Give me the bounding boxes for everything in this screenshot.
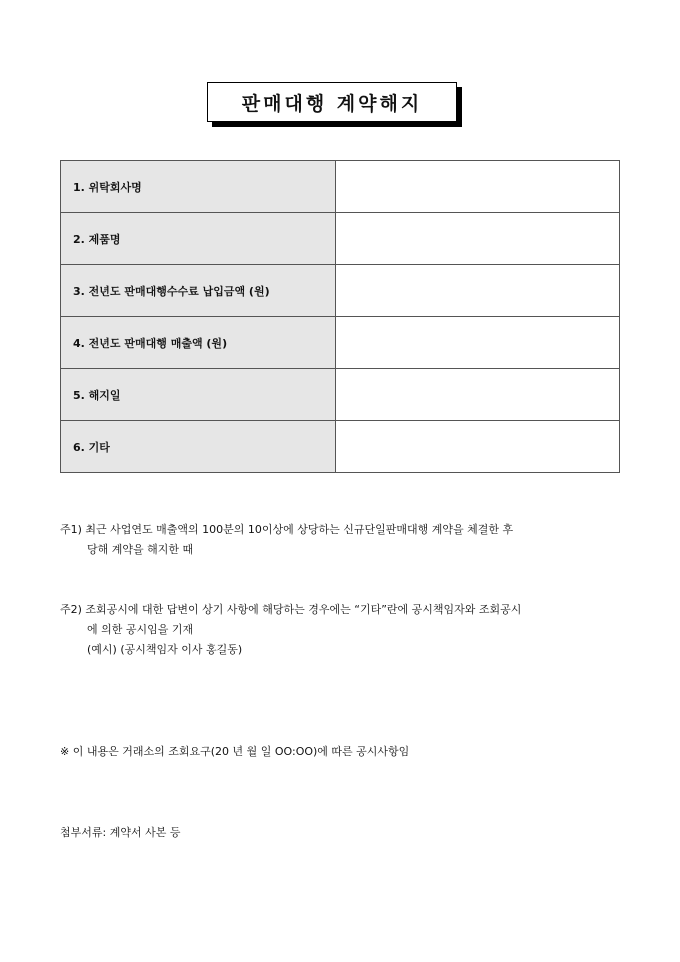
row-label-other: 6. 기타	[61, 421, 336, 473]
row-label-product: 2. 제품명	[61, 213, 336, 265]
footnote-1-line-1: 주1) 최근 사업연도 매출액의 100분의 10이상에 상당하는 신규단일판매대행 계약을 체결한 후	[60, 523, 514, 536]
row-value-termination-date[interactable]	[336, 369, 620, 421]
row-label-sales: 4. 전년도 판매대행 매출액 (원)	[61, 317, 336, 369]
title-frame	[207, 82, 465, 130]
table-row	[61, 161, 620, 213]
inquiry-reference-note: ※ 이 내용은 거래소의 조회요구(20 년 월 일 OO:OO)에 따른 공시사항임	[60, 745, 410, 758]
row-value-other[interactable]	[336, 421, 620, 473]
table-row	[61, 421, 620, 473]
footnote-2-line-1: 주2) 조회공시에 대한 답변이 상기 사항에 해당하는 경우에는 “기타”란에 공시책임자와 조회공시	[60, 603, 522, 616]
table-row	[61, 317, 620, 369]
row-label-consignor: 1. 위탁회사명	[61, 161, 336, 213]
footnote-1-line-2: 당해 계약을 해지한 때	[87, 543, 194, 556]
document-title: 판매대행 계약해지	[207, 82, 457, 122]
footnote-2-example: (예시) (공시책임자 이사 홍길동)	[87, 643, 243, 656]
row-value-product[interactable]	[336, 213, 620, 265]
row-label-commission: 3. 전년도 판매대행수수료 납입금액 (원)	[61, 265, 336, 317]
table-row	[61, 213, 620, 265]
row-value-consignor[interactable]	[336, 161, 620, 213]
table-row	[61, 265, 620, 317]
disclosure-form-table	[60, 160, 620, 473]
footnote-2	[60, 600, 625, 660]
footnote-2-line-2: 에 의한 공시임을 기재	[87, 623, 194, 636]
footnote-1	[60, 520, 625, 560]
table-row	[61, 369, 620, 421]
attachments-line: 첨부서류: 계약서 사본 등	[60, 826, 181, 839]
row-value-sales[interactable]	[336, 317, 620, 369]
row-value-commission[interactable]	[336, 265, 620, 317]
row-label-termination-date: 5. 해지일	[61, 369, 336, 421]
